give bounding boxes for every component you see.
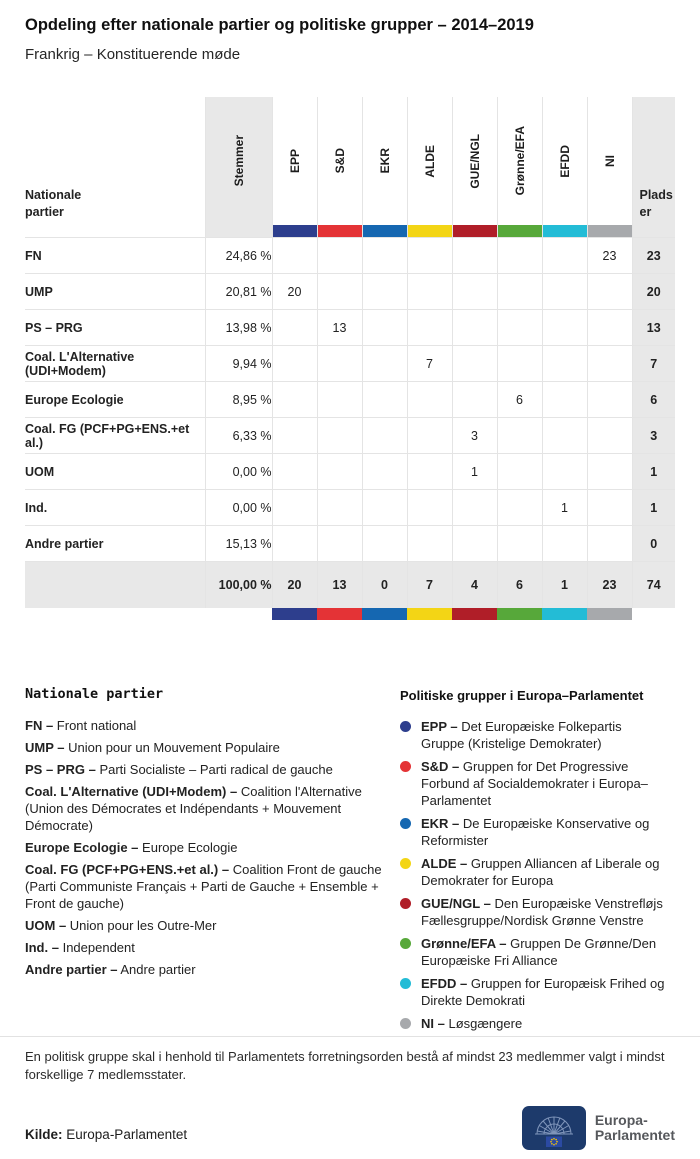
group-value-cell: 13 — [317, 310, 362, 346]
group-column-header-sd — [317, 97, 362, 238]
votes-cell: 6,33 % — [205, 418, 272, 454]
group-value-cell — [452, 382, 497, 418]
legend-definition: Parti Socialiste – Parti radical de gauche — [99, 762, 333, 777]
votes-column-header — [205, 97, 272, 238]
group-color-dot — [400, 978, 411, 989]
group-color-bar — [588, 225, 632, 237]
legend-item — [400, 758, 675, 809]
group-value-cell — [587, 418, 632, 454]
group-color-bar — [272, 608, 317, 620]
group-value-cell — [272, 418, 317, 454]
group-value-cell — [497, 346, 542, 382]
group-value-cell — [587, 526, 632, 562]
group-column-header-ekr — [362, 97, 407, 238]
group-value-cell — [587, 274, 632, 310]
legend-definition: Det Europæiske Folkepartis Gruppe (Kristelige Demokrater) — [421, 719, 622, 751]
group-value-cell — [362, 346, 407, 382]
legend-term: UOM – — [25, 918, 67, 933]
page-title: Opdeling efter nationale partier og politiske grupper – 2014–2019 — [25, 16, 534, 34]
group-column-label: Grønne/EFA — [512, 126, 527, 196]
votes-cell: 0,00 % — [205, 454, 272, 490]
votes-cell: 13,98 % — [205, 310, 272, 346]
legend-item — [25, 939, 385, 956]
table-row — [25, 274, 675, 310]
national-parties-legend — [25, 686, 385, 1038]
party-name-cell: FN — [25, 238, 205, 274]
group-value-cell: 6 — [497, 382, 542, 418]
legend-definition: Union pour les Outre-Mer — [69, 918, 217, 933]
page-subtitle: Frankrig – Konstituerende møde — [25, 46, 241, 63]
group-value-cell: 1 — [542, 490, 587, 526]
legend-term: PS – PRG – — [25, 762, 96, 777]
seats-cell: 13 — [632, 310, 675, 346]
group-value-cell — [497, 418, 542, 454]
legend-term: FN – — [25, 718, 54, 733]
legend-definition: Gruppen Alliancen af Liberale og Demokrater for Europa — [421, 856, 660, 888]
group-value-cell — [317, 526, 362, 562]
group-value-cell — [407, 454, 452, 490]
ep-logo-text-line2: Parlamentet — [594, 1127, 675, 1143]
legend-term: EKR – — [421, 816, 460, 831]
group-value-cell — [272, 238, 317, 274]
group-value-cell — [272, 526, 317, 562]
group-column-label: ALDE — [422, 144, 437, 178]
legend-definition: Coalition Front de gauche (Parti Communiste Français + Parti de Gauche + Ensemble + Front de gauche) — [25, 862, 382, 911]
ep-logo-icon — [522, 1106, 586, 1150]
legend-item — [25, 961, 385, 978]
group-value-cell: 23 — [587, 238, 632, 274]
group-value-cell — [497, 490, 542, 526]
table-row — [25, 490, 675, 526]
legend-definition: Europe Ecologie — [142, 840, 238, 855]
group-value-cell — [452, 274, 497, 310]
group-value-cell — [452, 238, 497, 274]
group-value-cell — [272, 382, 317, 418]
legend-term: Europe Ecologie – — [25, 840, 139, 855]
source — [25, 1127, 187, 1150]
group-value-cell — [272, 346, 317, 382]
ep-logo-text-line1: Europa- — [594, 1112, 648, 1128]
legend-item — [25, 861, 385, 912]
group-value-cell — [317, 274, 362, 310]
legend-term: ALDE – — [421, 856, 468, 871]
political-groups-legend — [400, 686, 675, 1038]
legend-item — [25, 783, 385, 834]
group-color-dot — [400, 721, 411, 732]
total-group-cell: 7 — [407, 562, 452, 609]
footnote: En politisk gruppe skal i henhold til Parlamentets forretningsorden bestå af mindst 23 medlemmer valgt i mindst forskellige 7 medlemsstater. — [25, 1049, 665, 1082]
group-value-cell — [407, 382, 452, 418]
group-color-bar — [318, 225, 362, 237]
total-group-cell: 4 — [452, 562, 497, 609]
seats-cell: 7 — [632, 346, 675, 382]
group-value-cell — [452, 310, 497, 346]
legend-item — [25, 917, 385, 934]
total-group-cell: 20 — [272, 562, 317, 609]
seats-cell: 1 — [632, 454, 675, 490]
legend-definition: Gruppen for Europæisk Frihed og Direkte Demokrati — [421, 976, 665, 1008]
votes-cell: 15,13 % — [205, 526, 272, 562]
group-color-dot — [400, 898, 411, 909]
legend-term: EPP – — [421, 719, 458, 734]
party-name-cell: PS – PRG — [25, 310, 205, 346]
votes-cell: 8,95 % — [205, 382, 272, 418]
legend-term: Grønne/EFA – — [421, 936, 507, 951]
table-row — [25, 310, 675, 346]
group-column-header-alde — [407, 97, 452, 238]
legend-term: Coal. L'Alternative (UDI+Modem) – — [25, 784, 238, 799]
group-column-header-ni — [587, 97, 632, 238]
group-value-cell: 20 — [272, 274, 317, 310]
total-row — [25, 562, 675, 609]
seats-column-header — [632, 97, 675, 238]
group-value-cell — [362, 418, 407, 454]
source-value: Europa-Parlamentet — [66, 1127, 188, 1142]
group-color-bar — [273, 225, 317, 237]
votes-cell: 20,81 % — [205, 274, 272, 310]
group-column-header-greens — [497, 97, 542, 238]
legend-text — [421, 975, 666, 1009]
legend-item — [25, 839, 385, 856]
party-name-cell: Europe Ecologie — [25, 382, 205, 418]
group-color-bar — [407, 608, 452, 620]
header-row — [25, 97, 675, 238]
group-value-cell — [362, 454, 407, 490]
legend-definition: Independent — [62, 940, 135, 955]
legend-item — [25, 761, 385, 778]
votes-column-label: Stemmer — [231, 135, 246, 187]
group-value-cell — [497, 310, 542, 346]
group-value-cell — [317, 418, 362, 454]
group-value-cell — [497, 274, 542, 310]
legend-term: NI – — [421, 1016, 445, 1031]
legend-text — [421, 758, 666, 809]
group-value-cell — [317, 454, 362, 490]
group-column-header-epp — [272, 97, 317, 238]
legend-term: EFDD – — [421, 976, 468, 991]
footer — [25, 1102, 675, 1150]
legend-item — [25, 739, 385, 756]
votes-cell: 0,00 % — [205, 490, 272, 526]
group-color-bar — [453, 225, 497, 237]
party-name-cell: Andre partier — [25, 526, 205, 562]
legend-text — [421, 815, 666, 849]
group-color-bar — [498, 225, 542, 237]
total-label-cell — [25, 562, 205, 609]
party-column-label: Nationale partier — [25, 188, 82, 220]
party-name-cell: UOM — [25, 454, 205, 490]
table-row — [25, 346, 675, 382]
group-column-label: EPP — [287, 148, 302, 173]
votes-cell: 9,94 % — [205, 346, 272, 382]
group-value-cell — [497, 238, 542, 274]
group-value-cell — [542, 454, 587, 490]
group-value-cell — [542, 238, 587, 274]
seats-cell: 0 — [632, 526, 675, 562]
group-color-dot — [400, 938, 411, 949]
source-label: Kilde: — [25, 1127, 63, 1142]
legend-item — [400, 718, 675, 752]
group-value-cell — [407, 238, 452, 274]
legend-term: Coal. FG (PCF+PG+ENS.+et al.) – — [25, 862, 230, 877]
group-value-cell — [587, 310, 632, 346]
group-color-bar — [363, 225, 407, 237]
group-value-cell — [362, 490, 407, 526]
legend-text — [421, 855, 666, 889]
group-value-cell — [272, 454, 317, 490]
group-value-cell — [542, 382, 587, 418]
group-color-bar — [497, 608, 542, 620]
group-color-dot — [400, 818, 411, 829]
group-value-cell — [317, 346, 362, 382]
group-color-dot — [400, 1018, 411, 1029]
group-value-cell — [542, 346, 587, 382]
group-value-cell: 1 — [452, 454, 497, 490]
legend-item — [400, 935, 675, 969]
group-column-label: EFDD — [557, 144, 572, 178]
group-value-cell — [362, 382, 407, 418]
group-value-cell — [317, 490, 362, 526]
total-group-cell: 23 — [587, 562, 632, 609]
group-value-cell — [497, 454, 542, 490]
legend-text — [421, 935, 666, 969]
party-name-cell: UMP — [25, 274, 205, 310]
party-name-cell: Coal. FG (PCF+PG+ENS.+et al.) — [25, 418, 205, 454]
legend-definition: Gruppen for Det Progressive Forbund af Socialdemokrater i Europa–Parlamentet — [421, 759, 648, 808]
legend-item — [400, 1015, 675, 1032]
group-value-cell — [362, 274, 407, 310]
legend-term: Andre partier – — [25, 962, 118, 977]
legend-definition: Union pour un Mouvement Populaire — [68, 740, 280, 755]
group-value-cell — [497, 526, 542, 562]
footnote-divider — [0, 1036, 700, 1037]
seats-cell: 23 — [632, 238, 675, 274]
legend-item — [400, 975, 675, 1009]
national-parties-legend-heading: Nationale partier — [25, 686, 164, 702]
votes-cell: 24,86 % — [205, 238, 272, 274]
group-value-cell — [452, 346, 497, 382]
political-groups-legend-heading: Politiske grupper i Europa–Parlamentet — [400, 688, 644, 703]
group-value-cell — [542, 418, 587, 454]
legend-definition: Løsgængere — [448, 1016, 523, 1031]
group-color-bar — [543, 225, 587, 237]
group-value-cell — [542, 274, 587, 310]
total-group-cell: 1 — [542, 562, 587, 609]
group-column-label: S&D — [332, 148, 347, 174]
group-color-bar — [408, 225, 452, 237]
group-color-bar — [587, 608, 632, 620]
group-value-cell — [587, 490, 632, 526]
group-value-cell — [587, 454, 632, 490]
table-row — [25, 526, 675, 562]
group-value-cell — [587, 346, 632, 382]
group-color-bar — [317, 608, 362, 620]
group-value-cell — [407, 418, 452, 454]
group-value-cell — [452, 526, 497, 562]
bottom-color-bars-row — [25, 608, 675, 620]
legend-definition: De Europæiske Konservative og Reformister — [421, 816, 650, 848]
legend-text — [421, 895, 666, 929]
group-value-cell — [407, 274, 452, 310]
legend-definition: Andre partier — [120, 962, 196, 977]
group-value-cell — [407, 526, 452, 562]
total-group-cell: 6 — [497, 562, 542, 609]
ep-logo — [522, 1106, 675, 1150]
party-name-cell: Coal. L'Alternative (UDI+Modem) — [25, 346, 205, 382]
legend-definition: Gruppen De Grønne/Den Europæiske Fri Alliance — [421, 936, 657, 968]
seats-cell: 3 — [632, 418, 675, 454]
group-color-bar — [542, 608, 587, 620]
table-row — [25, 382, 675, 418]
group-value-cell — [272, 310, 317, 346]
legend-definition: Coalition l'Alternative (Union des Démocrates et Indépendants + Mouvement Démocrate) — [25, 784, 362, 833]
group-value-cell — [362, 238, 407, 274]
group-value-cell — [542, 526, 587, 562]
legend-definition: Den Europæiske Venstrefløjs Fællesgruppe/Nordisk Grønne Venstre — [421, 896, 663, 928]
legend-item — [25, 717, 385, 734]
group-value-cell — [272, 490, 317, 526]
group-column-header-efdd — [542, 97, 587, 238]
legend-item — [400, 895, 675, 929]
legend-text — [421, 1015, 666, 1032]
group-value-cell — [452, 490, 497, 526]
legend-term: Ind. – — [25, 940, 59, 955]
legend-term: UMP – — [25, 740, 65, 755]
group-value-cell: 3 — [452, 418, 497, 454]
party-column-header — [25, 97, 205, 238]
seats-column-label: Pladser — [639, 188, 673, 220]
spacer — [206, 225, 272, 237]
legend-item — [400, 815, 675, 849]
seats-cell: 20 — [632, 274, 675, 310]
group-value-cell — [407, 310, 452, 346]
total-group-cell: 13 — [317, 562, 362, 609]
group-value-cell — [587, 382, 632, 418]
legend-item — [400, 855, 675, 889]
table-row — [25, 238, 675, 274]
group-column-header-guengl — [452, 97, 497, 238]
total-votes-cell: 100,00 % — [205, 562, 272, 609]
group-color-dot — [400, 858, 411, 869]
group-value-cell — [362, 526, 407, 562]
group-color-dot — [400, 761, 411, 772]
ep-logo-text — [595, 1113, 675, 1143]
legend-term: S&D – — [421, 759, 460, 774]
group-value-cell — [317, 382, 362, 418]
seats-cell: 1 — [632, 490, 675, 526]
legend-definition: Front national — [56, 718, 137, 733]
group-value-cell — [407, 490, 452, 526]
legend-term: GUE/NGL – — [421, 896, 491, 911]
table-row — [25, 454, 675, 490]
total-group-cell: 0 — [362, 562, 407, 609]
legends-section — [25, 686, 675, 1038]
group-value-cell — [362, 310, 407, 346]
group-value-cell — [542, 310, 587, 346]
group-value-cell: 7 — [407, 346, 452, 382]
party-name-cell: Ind. — [25, 490, 205, 526]
legend-text — [421, 718, 666, 752]
table-row — [25, 418, 675, 454]
results-table — [25, 97, 675, 620]
total-seats-cell: 74 — [632, 562, 675, 609]
group-column-label: NI — [602, 155, 617, 167]
group-column-label: EKR — [377, 148, 392, 174]
seats-cell: 6 — [632, 382, 675, 418]
group-column-label: GUE/NGL — [467, 133, 482, 189]
group-value-cell — [317, 238, 362, 274]
group-color-bar — [362, 608, 407, 620]
group-color-bar — [452, 608, 497, 620]
